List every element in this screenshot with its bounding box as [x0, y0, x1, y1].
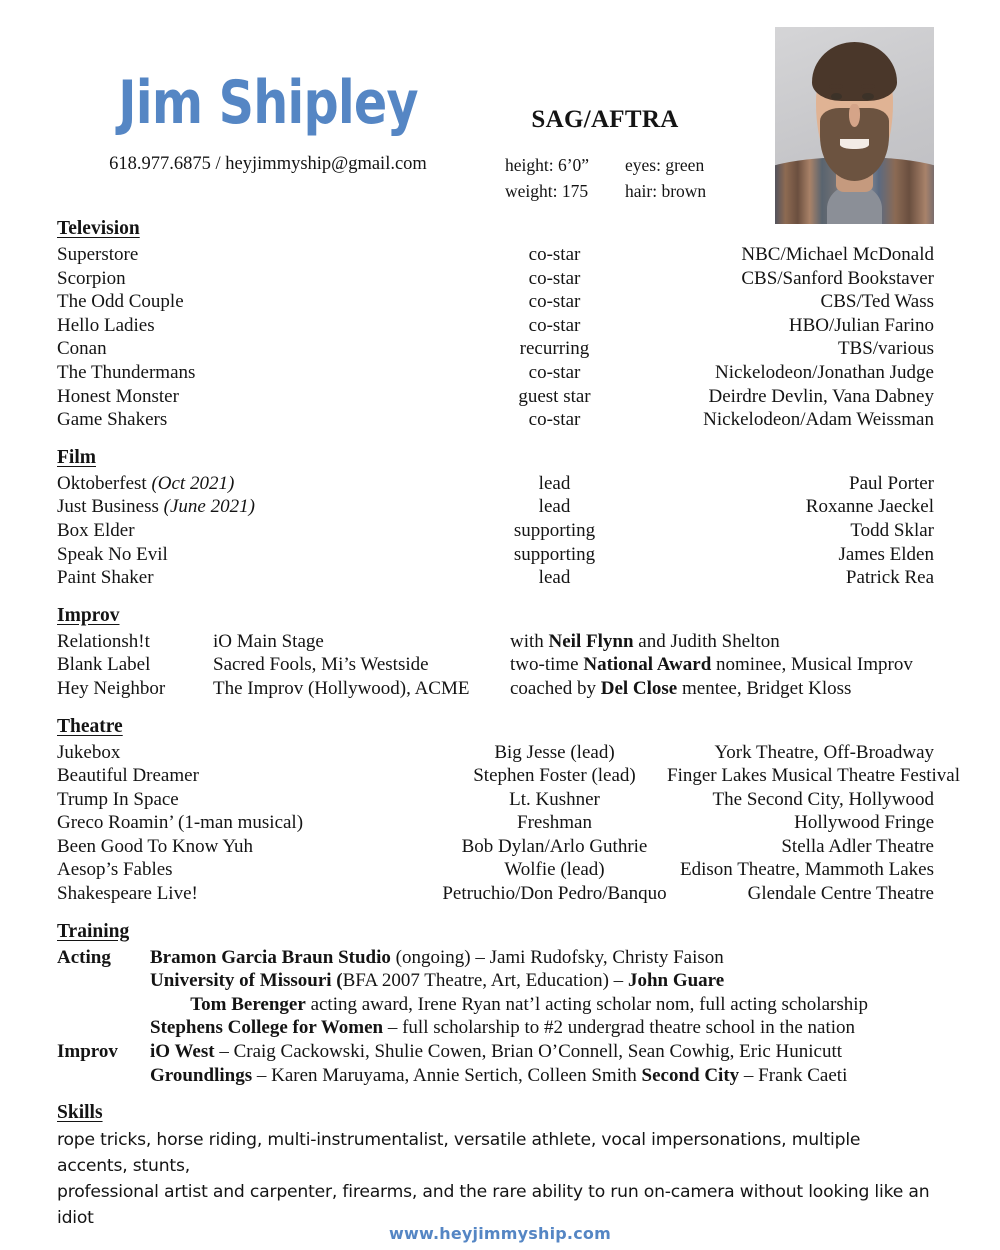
union-affiliation: SAG/AFTRA — [531, 106, 679, 133]
credit-title: Honest Monster — [57, 385, 179, 407]
credit-title: Scorpion — [57, 267, 126, 289]
credit-note: Deirdre Devlin, Vana Dabney — [708, 385, 934, 407]
table-row — [57, 267, 934, 291]
credit-date: (Oct 2021) — [151, 472, 235, 494]
table-row — [57, 1016, 934, 1040]
credit-role: supporting — [513, 519, 596, 541]
credit-note: Paul Porter — [849, 472, 934, 494]
credit-title: Speak No Evil — [57, 543, 168, 565]
table-row — [57, 946, 934, 970]
credit-role: recurring — [519, 338, 590, 360]
credit-role: Stephen Foster (lead) — [473, 765, 636, 787]
stats-row — [505, 152, 755, 178]
credit-title: Beautiful Dreamer — [57, 765, 199, 787]
table-row — [57, 408, 934, 432]
training-label: Improv — [57, 1041, 118, 1063]
table-row — [57, 764, 961, 788]
table-row — [57, 337, 934, 361]
credit-date: (June 2021) — [163, 496, 255, 518]
improv-title: Hey Neighbor — [57, 677, 166, 699]
resume-header — [0, 0, 1000, 215]
table-row — [57, 314, 934, 338]
credit-role: co-star — [528, 291, 581, 313]
improv-venue: The Improv (Hollywood), ACME — [213, 677, 470, 699]
improv-title: Blank Label — [57, 654, 151, 676]
credit-note: CBS/Sanford Bookstaver — [741, 267, 934, 289]
credit-title: Shakespeare Live! — [57, 883, 198, 905]
credit-note: Finger Lakes Musical Theatre Festival — [667, 765, 961, 787]
credit-title: Paint Shaker — [57, 567, 154, 589]
credit-note: HBO/Julian Farino — [788, 314, 934, 336]
stat-eyes: eyes: green — [625, 155, 705, 175]
credit-title: Aesop’s Fables — [57, 859, 173, 881]
table-row — [57, 677, 934, 701]
credit-title: Box Elder — [57, 519, 135, 541]
eye-left — [831, 93, 842, 100]
improv-note: two-time National Award nominee, Musical Improv — [510, 654, 913, 676]
credit-role: Petruchio/Don Pedro/Banquo — [442, 883, 667, 905]
film-rows — [57, 472, 934, 590]
credit-title: Just Business (June 2021) — [57, 496, 255, 518]
section-improv — [57, 605, 934, 701]
improv-venue: iO Main Stage — [213, 630, 324, 652]
credit-role: co-star — [528, 244, 581, 265]
credit-title: Been Good To Know Yuh — [57, 835, 254, 857]
stat-height: height: 6’0” — [505, 155, 590, 175]
credit-title: Oktoberfest (Oct 2021) — [57, 472, 235, 494]
table-row — [57, 1040, 934, 1064]
training-detail: Tom Berenger acting award, Irene Ryan nat’l acting scholar nom, full acting scholarship — [190, 993, 869, 1015]
credit-role: co-star — [528, 314, 581, 336]
credit-note: James Elden — [838, 543, 934, 565]
training-rows — [57, 946, 934, 1088]
credit-note: Todd Sklar — [850, 519, 934, 541]
website-link[interactable]: www.heyjimmyship.com — [389, 1224, 611, 1243]
credit-note: Glendale Centre Theatre — [747, 883, 934, 905]
credit-note: CBS/Ted Wass — [820, 291, 934, 313]
credit-role: Freshman — [517, 812, 592, 834]
credit-title: Jukebox — [57, 741, 121, 763]
eyebrow-left — [829, 84, 843, 89]
table-row — [57, 811, 934, 835]
credit-role: lead — [538, 472, 571, 494]
section-television — [57, 218, 934, 432]
headshot-photo — [775, 27, 934, 224]
eye-right — [862, 93, 873, 100]
credit-title: Trump In Space — [57, 788, 179, 810]
table-row — [57, 969, 934, 993]
table-row — [57, 630, 934, 654]
table-row — [57, 495, 934, 519]
stat-weight: weight: 175 — [505, 181, 589, 201]
credit-title: The Odd Couple — [57, 291, 184, 313]
improv-rows — [57, 630, 934, 701]
improv-title: Relationsh!t — [57, 630, 150, 652]
table-row — [57, 653, 934, 677]
credit-role: lead — [538, 567, 571, 589]
credit-role: lead — [538, 496, 571, 518]
training-label: Acting — [57, 946, 111, 968]
credit-note: NBC/Michael McDonald — [741, 244, 934, 265]
section-film — [57, 447, 934, 590]
theatre-rows — [57, 741, 961, 906]
contact-line: 618.977.6875 / heyjimmyship@gmail.com — [109, 154, 427, 174]
training-detail: University of Missouri (BFA 2007 Theatre, Art, Education) – John Guare — [150, 970, 725, 992]
credit-note: Stella Adler Theatre — [781, 835, 934, 857]
improv-note: coached by Del Close mentee, Bridget Kloss — [510, 677, 852, 699]
credit-role: supporting — [513, 543, 596, 565]
credit-note: Nickelodeon/Adam Weissman — [703, 409, 934, 431]
section-heading-skills: Skills — [57, 1102, 103, 1124]
credit-title: Greco Roamin’ (1-man musical) — [57, 812, 304, 834]
credit-title: The Thundermans — [57, 361, 196, 383]
credit-role: Bob Dylan/Arlo Guthrie — [461, 835, 648, 857]
credit-role: co-star — [528, 361, 581, 383]
table-row — [57, 290, 934, 314]
resume-body — [57, 218, 961, 1231]
physical-stats — [505, 152, 755, 204]
skills-line: professional artist and carpenter, firearms, and the rare ability to run on-camera without looking like an idiot — [57, 1182, 930, 1229]
table-row — [57, 243, 934, 267]
credit-note: TBS/various — [837, 338, 934, 360]
credit-note: Edison Theatre, Mammoth Lakes — [680, 859, 934, 881]
section-heading-film: Film — [57, 446, 96, 468]
credit-note: The Second City, Hollywood — [712, 788, 934, 810]
section-heading-television: Television — [57, 218, 140, 239]
credit-note: Patrick Rea — [845, 567, 934, 589]
table-row — [57, 835, 934, 859]
credit-role: Wolfie (lead) — [504, 859, 605, 881]
improv-venue: Sacred Fools, Mi’s Westside — [213, 654, 429, 676]
table-row — [57, 993, 934, 1017]
credit-title: Conan — [57, 338, 107, 360]
section-theatre — [57, 715, 961, 906]
section-heading-improv: Improv — [57, 604, 120, 626]
credit-note: Nickelodeon/Jonathan Judge — [715, 361, 934, 383]
eyebrow-right — [861, 84, 875, 89]
table-row — [57, 788, 934, 812]
improv-note: with Neil Flynn and Judith Shelton — [510, 630, 780, 652]
credit-note: Hollywood Fringe — [794, 812, 934, 834]
table-row — [57, 519, 934, 543]
table-row — [57, 472, 934, 496]
stat-hair: hair: brown — [625, 181, 707, 201]
credit-note: Roxanne Jaeckel — [805, 496, 934, 518]
smile — [840, 139, 869, 149]
credit-role: Big Jesse (lead) — [494, 741, 615, 763]
section-heading-theatre: Theatre — [57, 715, 123, 737]
table-row — [57, 1064, 934, 1088]
section-training — [57, 921, 934, 1088]
section-skills — [57, 1102, 934, 1231]
credit-role: co-star — [528, 267, 581, 289]
television-rows — [57, 243, 934, 432]
credit-title: Superstore — [57, 244, 139, 265]
table-row — [57, 385, 934, 409]
credit-note: York Theatre, Off-Broadway — [714, 741, 934, 763]
table-row — [57, 566, 934, 590]
credit-role: Lt. Kushner — [509, 788, 600, 810]
table-row — [57, 361, 934, 385]
stats-row — [505, 178, 755, 204]
credit-role: guest star — [518, 385, 591, 407]
section-heading-training: Training — [57, 920, 130, 942]
page-title: Jim Shipley — [118, 68, 418, 138]
skills-line: rope tricks, horse riding, multi-instrumentalist, versatile athlete, vocal impersonations, multiple accents, stunts, — [57, 1130, 861, 1177]
table-row — [57, 858, 934, 882]
table-row — [57, 543, 934, 567]
training-detail: Groundlings – Karen Maruyama, Annie Sertich, Colleen Smith Second City – Frank Caeti — [150, 1064, 848, 1086]
training-detail: iO West – Craig Cackowski, Shulie Cowen, Brian O’Connell, Sean Cowhig, Eric Hunicutt — [150, 1041, 843, 1063]
credit-title: Hello Ladies — [57, 314, 155, 336]
training-detail: Bramon Garcia Braun Studio (ongoing) – Jami Rudofsky, Christy Faison — [150, 946, 724, 968]
table-row — [57, 882, 934, 906]
table-row — [57, 741, 934, 765]
credit-title: Game Shakers — [57, 409, 168, 431]
training-detail: Stephens College for Women – full scholarship to #2 undergrad theatre school in the nation — [150, 1017, 856, 1039]
credit-role: co-star — [528, 409, 581, 431]
